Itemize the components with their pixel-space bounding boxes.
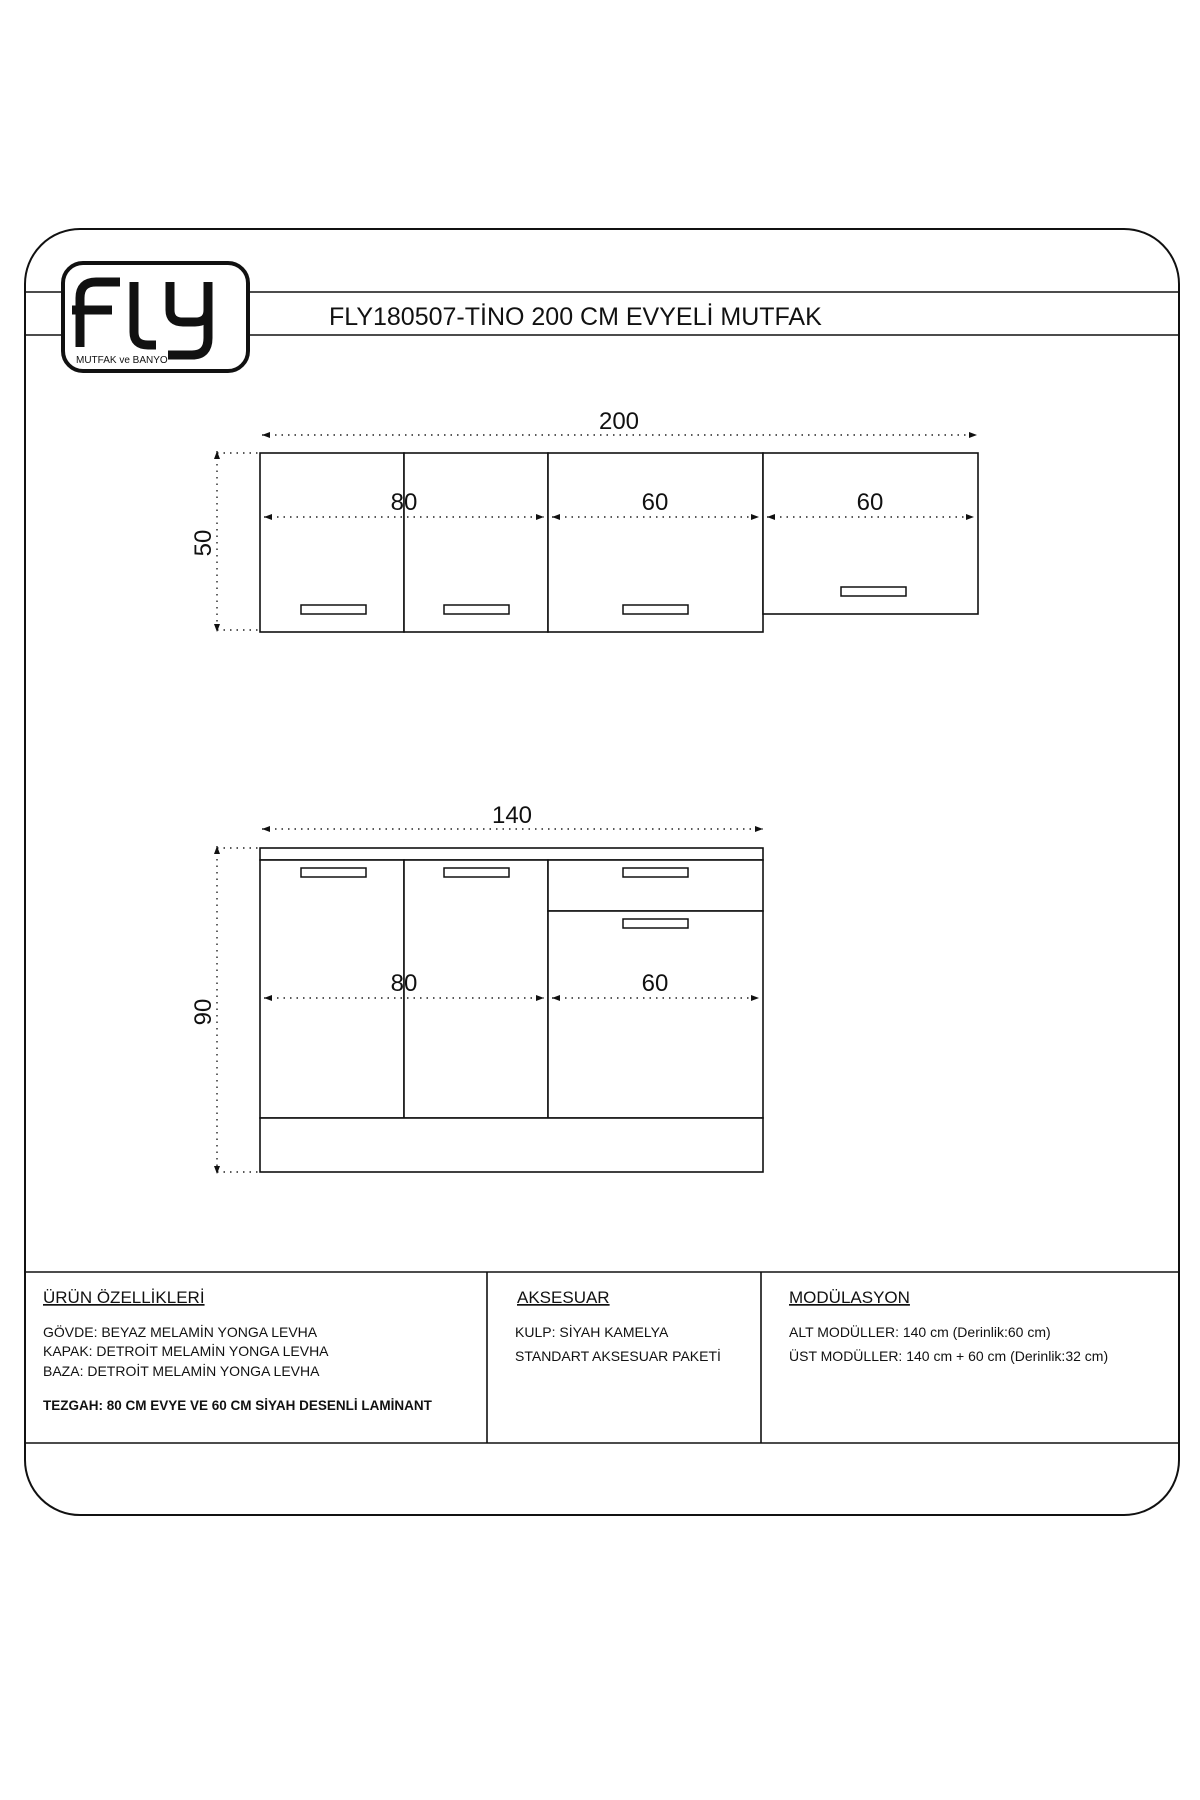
- accessory-package: STANDART AKSESUAR PAKETİ: [515, 1348, 721, 1364]
- product-spec-body: GÖVDE: BEYAZ MELAMİN YONGA LEVHA: [43, 1324, 318, 1340]
- accessory-title: AKSESUAR: [517, 1288, 610, 1307]
- upper-total-width-label: 200: [598, 408, 640, 435]
- upper-cabinet-elevation: [190, 408, 978, 632]
- lower-80-right-door: [404, 860, 548, 1118]
- lower-cabinet-elevation: [190, 802, 763, 1174]
- page-title: FLY180507-TİNO 200 CM EVYELİ MUTFAK: [329, 303, 822, 331]
- modulation-upper: ÜST MODÜLLER: 140 cm + 60 cm (Derinlik:32 cm): [789, 1348, 1109, 1364]
- upper-height-arrow-top-icon: [214, 451, 220, 459]
- upper-handle-1: [301, 605, 366, 614]
- upper-module-width-60a: 60: [641, 489, 669, 516]
- upper-module-width-80: 80: [390, 489, 418, 516]
- lower-height-arrow-top-icon: [214, 846, 220, 854]
- upper-module-width-60b: 60: [856, 489, 884, 516]
- product-spec-base: BAZA: DETROİT MELAMİN YONGA LEVHA: [43, 1363, 320, 1379]
- lower-width-arrow-left-icon: [262, 826, 270, 832]
- lower-width-arrow-right-icon: [755, 826, 763, 832]
- upper-handle-4: [841, 587, 906, 596]
- upper-height-label: 50: [190, 529, 217, 557]
- lower-height-arrow-bottom-icon: [214, 1166, 220, 1174]
- lower-total-width-label: 140: [491, 802, 533, 829]
- lower-module-width-60: 60: [641, 970, 669, 997]
- brand-subtitle: MUTFAK ve BANYO: [76, 355, 168, 366]
- lower-80-left-door: [260, 860, 404, 1118]
- spec-table: [25, 1272, 1179, 1443]
- lower-60-door: [548, 911, 763, 1118]
- plinth: [260, 1118, 763, 1172]
- upper-height-arrow-bottom-icon: [214, 624, 220, 632]
- product-spec-countertop: TEZGAH: 80 CM EVYE VE 60 CM SİYAH DESENLİ LAMİNANT: [43, 1398, 432, 1413]
- countertop: [260, 848, 763, 860]
- upper-width-arrow-left-icon: [262, 432, 270, 438]
- lower-handle-2: [444, 868, 509, 877]
- lower-module-width-80: 80: [390, 970, 418, 997]
- upper-handle-3: [623, 605, 688, 614]
- modulation-lower: ALT MODÜLLER: 140 cm (Derinlik:60 cm): [789, 1324, 1051, 1340]
- product-specs-title: ÜRÜN ÖZELLİKLERİ: [43, 1288, 205, 1307]
- upper-handle-2: [444, 605, 509, 614]
- lower-handle-1: [301, 868, 366, 877]
- lower-handle-3: [623, 868, 688, 877]
- brand-logo: [63, 263, 248, 371]
- lower-handle-4: [623, 919, 688, 928]
- modulation-title: MODÜLASYON: [789, 1288, 910, 1307]
- accessory-handle: KULP: SİYAH KAMELYA: [515, 1324, 669, 1340]
- upper-width-arrow-right-icon: [969, 432, 977, 438]
- product-spec-door: KAPAK: DETROİT MELAMİN YONGA LEVHA: [43, 1343, 329, 1359]
- lower-height-label: 90: [190, 998, 217, 1026]
